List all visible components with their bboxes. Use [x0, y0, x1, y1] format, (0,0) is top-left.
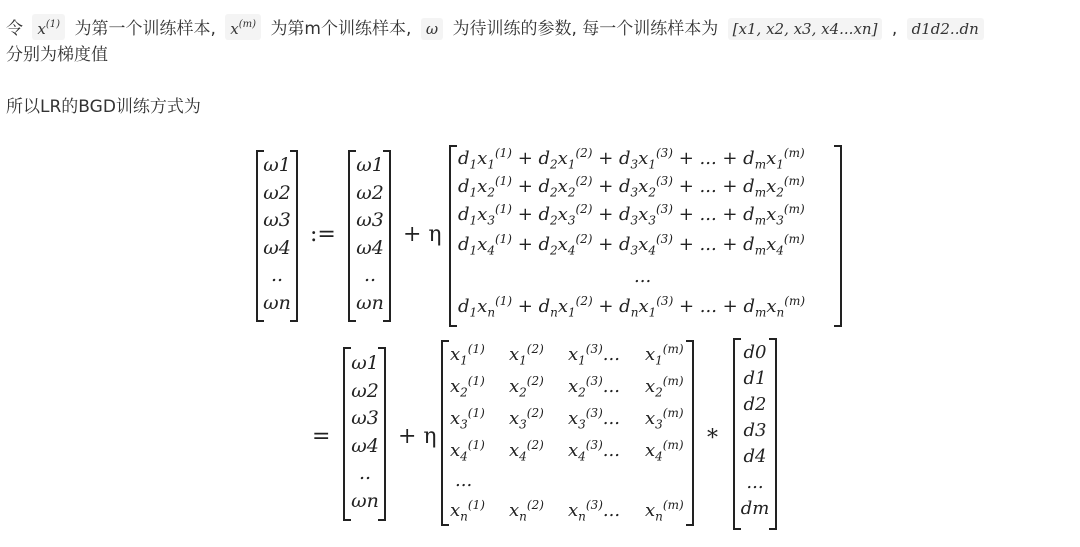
math-x1: $x^{(1)}$: [32, 14, 65, 40]
x-cell: $x_2^{(m)}$: [645, 374, 684, 400]
d-vector: [739, 340, 771, 522]
x-cell: $x_2^{(2)}$: [509, 374, 544, 400]
intro-line: [6, 14, 988, 41]
x-cell: $x_3^{(2)}$: [509, 406, 544, 432]
x-cell: $x_2^{(1)}$: [450, 374, 485, 400]
lhs-omega-n: ωn: [263, 291, 291, 314]
eq2-omega-vector: [350, 350, 380, 515]
lhs-omega-2: ω2: [263, 181, 291, 204]
x-cell: $x_1^{(2)}$: [509, 342, 544, 368]
sum-row-dots: ...: [634, 266, 652, 287]
lhs-omega-dots: ..: [270, 264, 284, 286]
eq2-omega-2: ω2: [351, 379, 379, 402]
d-1: d1: [743, 368, 767, 389]
x-cell: $x_1^{(3)}$...: [568, 342, 620, 368]
plus-eta-1: + η: [403, 222, 442, 247]
d-3: d3: [743, 420, 767, 441]
rhs-omega-vector: [355, 152, 385, 317]
intro-comma: ,: [891, 19, 898, 39]
lhs-omega-3: ω3: [263, 209, 291, 231]
x-cell: $x_1^{(m)}$: [645, 342, 684, 368]
x-cell: $x_2^{(3)}$...: [568, 374, 620, 400]
d-dots: ...: [746, 472, 764, 493]
plus-eta-2: + η: [398, 424, 437, 449]
sum-row-4: $d_1x_4^{(1)} + d_2x_4^{(2)} + d_3x_4^{(3)}$ + ... + $d_mx_4^{(m)}$: [458, 232, 805, 258]
eq2-omega-4: ω4: [351, 434, 379, 457]
x-cell: $x_n^{(3)}$...: [568, 498, 621, 524]
x-cell: $x_n^{(m)}$: [645, 498, 684, 524]
x-matrix-bracket-right: [686, 340, 694, 526]
intro-ling: 令: [6, 19, 23, 39]
rhs-omega-1: ω1: [356, 154, 384, 176]
x-cell: $x_4^{(2)}$: [509, 438, 544, 464]
lhs-omega-4: ω4: [263, 236, 291, 259]
equals-operator: =: [312, 424, 331, 449]
math-gradients: d1d2..dn: [907, 18, 984, 40]
rhs-omega-2: ω2: [356, 181, 384, 204]
x-cell: $x_3^{(1)}$: [450, 406, 485, 432]
intro-text-1: 为第一个训练样本,: [74, 19, 216, 39]
rhs-omega-dots: ..: [363, 264, 377, 286]
rhs-omega-n: ωn: [356, 291, 384, 314]
x-cell: $x_3^{(m)}$: [645, 406, 684, 432]
x-cell: $x_4^{(3)}$...: [568, 438, 620, 464]
lhs-omega-vector: [262, 152, 292, 317]
sum-row-n: $d_1x_n^{(1)} + d_nx_1^{(2)} + d_nx_1^{(3)}$ + ... + $d_mx_n^{(m)}$: [458, 294, 806, 320]
x-cell: $x_n^{(1)}$: [450, 498, 485, 524]
x-cell: $x_n^{(2)}$: [509, 498, 544, 524]
d-4: d4: [743, 446, 767, 467]
rhs-omega-3: ω3: [356, 209, 384, 231]
times-operator: *: [707, 426, 718, 451]
x-cell-dots: ...: [455, 470, 473, 491]
d-2: d2: [743, 394, 767, 415]
math-omega: ω: [421, 18, 443, 40]
rhs-omega-4: ω4: [356, 236, 384, 259]
intro-text-3: 为待训练的参数, 每一个训练样本为: [452, 19, 719, 39]
math-sample-vector: [x1, x2, x3, x4...xn]: [728, 18, 883, 40]
gradient-line: 分别为梯度值: [6, 45, 108, 65]
sum-bracket-right: [834, 145, 842, 327]
eq2-omega-n: ωn: [351, 489, 379, 512]
eq2-omega-3: ω3: [351, 407, 379, 429]
sum-row-1: $d_1x_1^{(1)} + d_2x_1^{(2)} + d_3x_1^{(3)}$ + ... + $d_mx_1^{(m)}$: [458, 146, 805, 172]
x-matrix-bracket-left: [441, 340, 449, 526]
x-cell: $x_3^{(3)}$...: [568, 406, 620, 432]
sum-bracket-left: [449, 145, 457, 327]
eq2-omega-1: ω1: [351, 352, 379, 374]
x-cell: $x_4^{(m)}$: [645, 438, 684, 464]
sum-row-3: $d_1x_3^{(1)} + d_2x_3^{(2)} + d_3x_3^{(3)}$ + ... + $d_mx_3^{(m)}$: [458, 202, 805, 228]
eq2-omega-dots: ..: [358, 462, 372, 484]
x-cell: $x_1^{(1)}$: [450, 342, 485, 368]
bgd-heading: 所以LR的BGD训练方式为: [6, 97, 201, 117]
d-0: d0: [743, 342, 767, 363]
lhs-omega-1: ω1: [263, 154, 291, 176]
x-cell: $x_4^{(1)}$: [450, 438, 485, 464]
d-m: dm: [740, 498, 770, 519]
sum-row-2: $d_1x_2^{(1)} + d_2x_2^{(2)} + d_3x_2^{(3)}$ + ... + $d_mx_2^{(m)}$: [458, 174, 805, 200]
math-xm: $x^{(m)}$: [225, 14, 261, 40]
assign-operator: :=: [310, 222, 336, 247]
intro-text-2: 为第m个训练样本,: [270, 19, 412, 39]
